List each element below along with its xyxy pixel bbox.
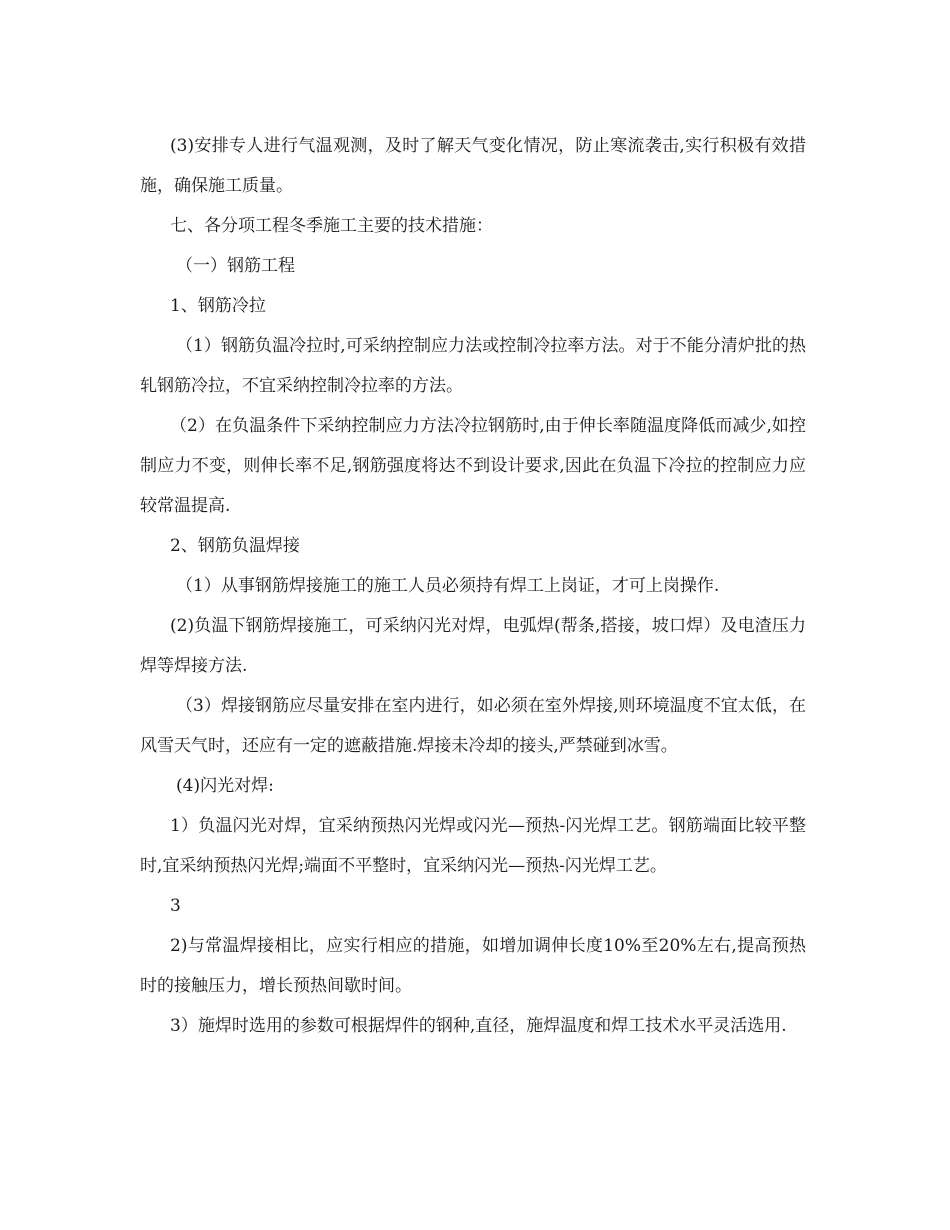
- item-heading-rebar-cold-drawing: 1、钢筋冷拉: [170, 296, 266, 316]
- paragraph-cold-drawing-1: （1）钢筋负温冷拉时,可采纳控制应力法或控制冷拉率方法。对于不能分清炉批的热轧钢筋冷拉，不宜采纳控制冷拉率的方法。: [140, 336, 806, 396]
- subsection-heading-rebar-works: （一）钢筋工程: [176, 256, 295, 276]
- paragraph-welding-3: （3）焊接钢筋应尽量安排在室内进行，如必须在室外焊接,则环境温度不宜太低，在风雪天气时，还应有一定的遮蔽措施.焊接未冷却的接头,严禁碰到冰雪。: [140, 696, 806, 756]
- paragraph-flash-butt-heading: (4)闪光对焊:: [176, 776, 274, 796]
- page-number: 3: [170, 896, 181, 916]
- paragraph-welding-1: （1）从事钢筋焊接施工的施工人员必须持有焊工上岗证，才可上岗操作.: [176, 576, 720, 596]
- document-body: [140, 126, 806, 1046]
- item-heading-rebar-welding: 2、钢筋负温焊接: [170, 536, 300, 556]
- paragraph-flash-butt-2: 2)与常温焊接相比，应实行相应的措施，如增加调伸长度10%至20%左右,提高预热时的接触压力，增长预热间歇时间。: [140, 936, 806, 996]
- paragraph-welding-2: (2)负温下钢筋焊接施工，可采纳闪光对焊，电弧焊(帮条,搭接，坡口焊）及电渣压力焊等焊接方法.: [140, 616, 806, 676]
- paragraph-temperature-observation: (3)安排专人进行气温观测，及时了解天气变化情况，防止寒流袭击,实行积极有效措施，确保施工质量。: [140, 136, 806, 196]
- section-heading-winter-measures: 七、各分项工程冬季施工主要的技术措施：: [170, 216, 493, 236]
- paragraph-flash-butt-3: 3）施焊时选用的参数可根据焊件的钢种,直径，施焊温度和焊工技术水平灵活选用.: [170, 1016, 787, 1036]
- paragraph-flash-butt-1: 1）负温闪光对焊，宜采纳预热闪光焊或闪光—预热-闪光焊工艺。钢筋端面比较平整时,宜采纳预热闪光焊;端面不平整时，宜采纳闪光—预热-闪光焊工艺。: [140, 816, 806, 876]
- paragraph-cold-drawing-2: （2）在负温条件下采纳控制应力方法冷拉钢筋时,由于伸长率随温度降低而减少,如控制应力不变，则伸长率不足,钢筋强度将达不到设计要求,因此在负温下冷拉的控制应力应较常温提高.: [140, 416, 806, 516]
